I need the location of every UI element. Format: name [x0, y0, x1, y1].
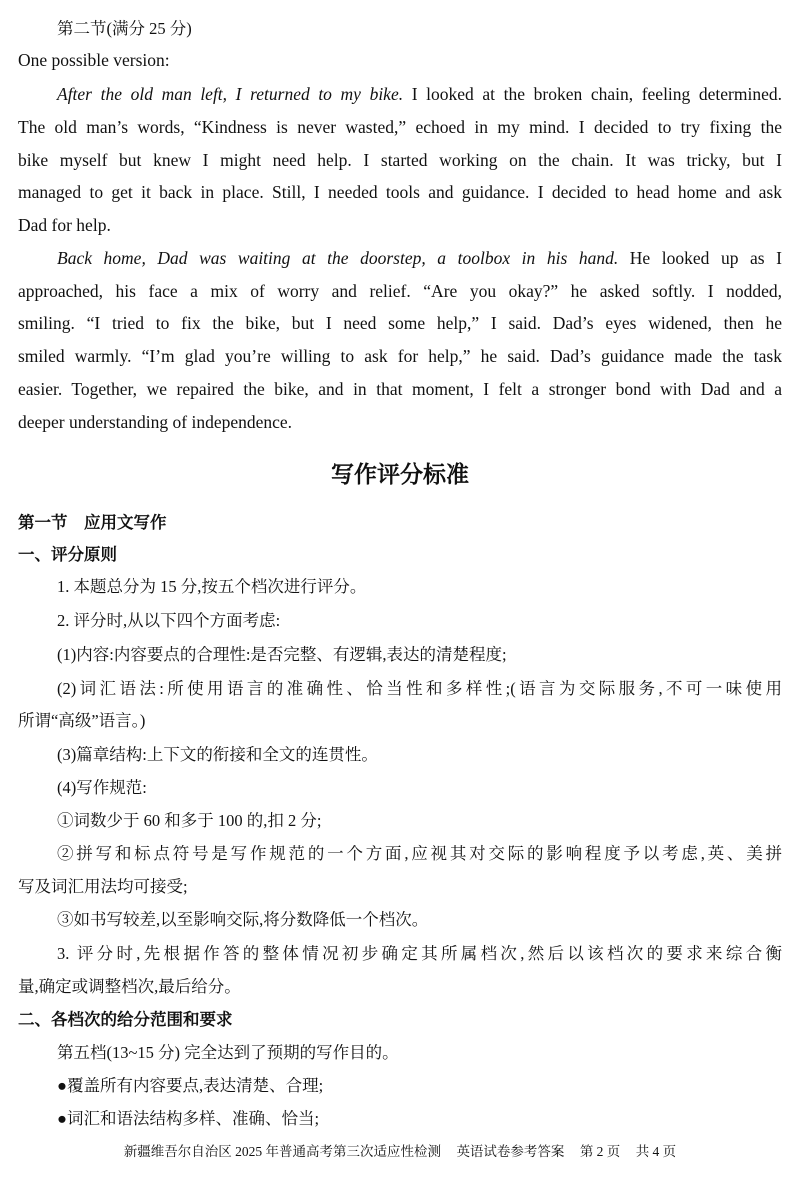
principle-item-2-2a: (2)词汇语法:所使用语言的准确性、恰当性和多样性;(语言为交际服务,不可一味使用: [57, 679, 782, 698]
principle-item-2-2b: 所谓“高级”语言。): [18, 711, 146, 730]
principle-item-1: 1. 本题总分为 15 分,按五个档次进行评分。: [57, 577, 367, 596]
principle-item-2-3: (3)篇章结构:上下文的衔接和全文的连贯性。: [57, 745, 378, 764]
rubric-title: 写作评分标准: [331, 462, 469, 488]
essay-p1-line3: bike myself but knew I might need help. I started working on the chain. It was tricky, but I: [18, 150, 782, 170]
essay-p2-line1-rest: He looked up as I: [618, 248, 782, 268]
intro-line: One possible version:: [18, 50, 170, 70]
rule-2a: ②拼写和标点符号是写作规范的一个方面,应视其对交际的影响程度予以考虑,英、美拼: [57, 844, 782, 863]
footer-total-pages: 共 4 页: [635, 1144, 677, 1159]
principle-item-3b: 量,确定或调整档次,最后给分。: [18, 977, 241, 996]
section-header: 第二节(满分 25 分): [57, 19, 192, 38]
essay-p2-line2: approached, his face a mix of worry and relief. “Are you okay?” he asked softly. I nodded,: [18, 281, 782, 301]
essay-p1-line4: managed to get it back in place. Still, I needed tools and guidance. I decided to head home and ask: [18, 182, 782, 202]
essay-p2-line6: deeper understanding of independence.: [18, 412, 293, 432]
rule-2b: 写及词汇用法均可接受;: [18, 877, 188, 896]
level-5: 第五档(13~15 分) 完全达到了预期的写作目的。: [57, 1043, 399, 1062]
rule-3: ③如书写较差,以至影响交际,将分数降低一个档次。: [57, 910, 429, 929]
essay-p2-line5: easier. Together, we repaired the bike, and in that moment, I felt a stronger bond with Dad and a: [18, 379, 782, 399]
essay-p1-line1-rest: I looked at the broken chain, feeling determined.: [403, 84, 782, 104]
essay-p1-line2: The old man’s words, “Kindness is never wasted,” echoed in my mind. I decided to try fixing the: [18, 117, 782, 137]
rule-1: ①词数少于 60 和多于 100 的,扣 2 分;: [57, 811, 322, 830]
essay-p2-italic-lead: Back home, Dad was waiting at the doorstep, a toolbox in his hand.: [57, 248, 619, 268]
essay-p2-line4: smiled warmly. “I’m glad you’re willing to ask for help,” he said. Dad’s guidance made the task: [18, 346, 782, 366]
essay-p1-line1: [57, 78, 782, 111]
level-5-bullet-1: ●覆盖所有内容要点,表达清楚、合理;: [57, 1076, 324, 1095]
essay-p1-italic-lead: After the old man left, I returned to my bike.: [57, 84, 404, 104]
essay-p2-line3: smiling. “I tried to fix the bike, but I need some help,” I said. Dad’s eyes widened, then he: [18, 313, 782, 333]
principle-item-2: 2. 评分时,从以下四个方面考虑:: [57, 611, 281, 630]
principle-item-3a: 3. 评分时,先根据作答的整体情况初步确定其所属档次,然后以该档次的要求来综合衡: [57, 944, 782, 963]
footer-doc-name: 英语试卷参考答案: [456, 1144, 565, 1159]
levels-heading: 二、各档次的给分范围和要求: [18, 1010, 233, 1029]
section1-heading: 第一节 应用文写作: [18, 513, 167, 532]
principle-item-2-4: (4)写作规范:: [57, 778, 147, 797]
principle-item-2-1: (1)内容:内容要点的合理性:是否完整、有逻辑,表达的清楚程度;: [57, 645, 507, 664]
level-5-bullet-2: ●词汇和语法结构多样、准确、恰当;: [57, 1109, 320, 1128]
principles-heading: 一、评分原则: [18, 545, 117, 564]
footer-exam-name: 新疆维吾尔自治区 2025 年普通高考第三次适应性检测: [123, 1144, 442, 1159]
page-footer: [0, 1140, 800, 1160]
essay-p2-line1: [57, 242, 782, 275]
essay-p1-line5: Dad for help.: [18, 215, 111, 235]
footer-page-number: 第 2 页: [579, 1144, 621, 1159]
